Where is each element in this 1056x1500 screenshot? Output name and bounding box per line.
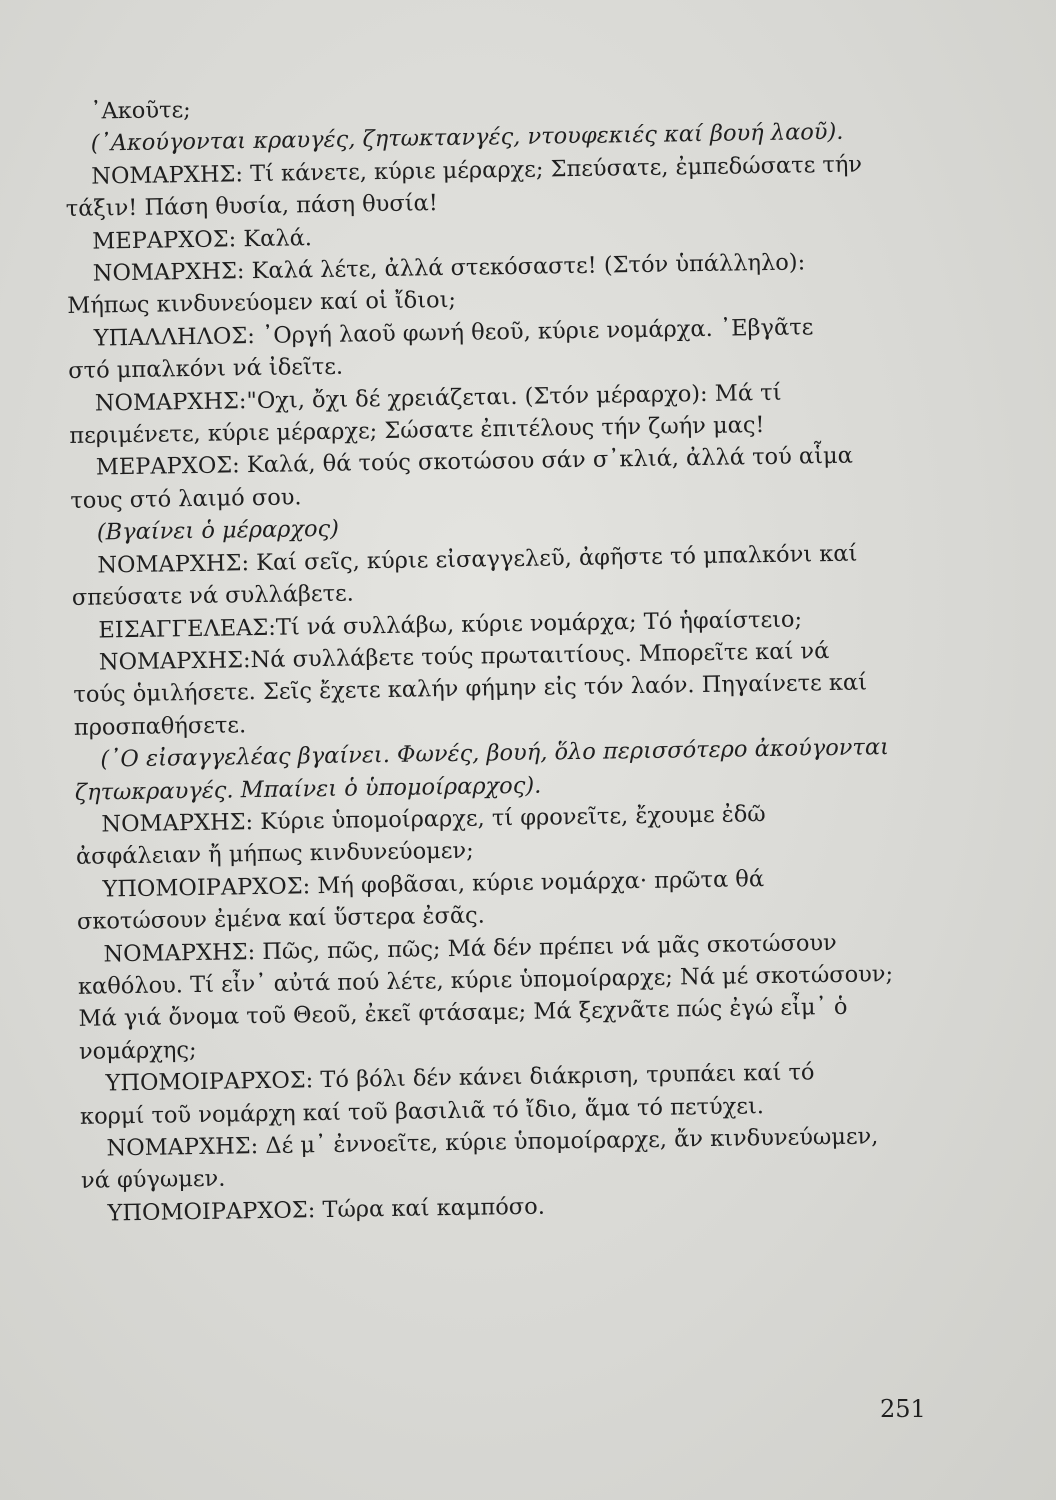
text-line: ΥΠΑΛΛΗΛΟΣ: ᾿Οργή λαοῦ φωνή θεοῦ, κύριε νομάρχα. ᾿Εβγᾶτε [93,314,814,352]
page-number: 251 [880,1395,926,1423]
text-line: ΕΙΣΑΓΓΕΛΕΑΣ:Τί νά συλλάβω, κύριε νομάρχα; Τό ἡφαίστειο; [98,605,803,644]
text-line: ΝΟΜΑΡΧΗΣ: Καλά λέτε, ἀλλά στεκόσαστε! (Στόν ὑπάλληλο): [92,249,806,287]
text-line: Μήπως κινδυνεύομεν καί οἱ ἴδιοι; [67,287,457,320]
text-line: τους στό λαιμό σου. [70,484,302,514]
text-line: ΝΟΜΑΡΧΗΣ: Τί κάνετε, κύριε μέραρχε; Σπεύσατε, ἐμπεδώσατε τήν [91,151,863,190]
text-line: ΥΠΟΜΟΙΡΑΡΧΟΣ: Τώρα καί καμπόσο. [107,1193,546,1227]
text-line: ΝΟΜΑΡΧΗΣ: Δέ μ᾿ ἐννοεῖτε, κύριε ὑπομοίραρχε, ἄν κινδυνεύωμεν, [106,1123,879,1162]
text-line: σκοτώσουν ἐμένα καί ὕστερα ἐσᾶς. [76,902,486,936]
text-line: ΝΟΜΑΡΧΗΣ: Καί σεῖς, κύριε εἰσαγγελεῦ, ἀφῆστε τό μπαλκόνι καί [97,540,858,579]
text-line: σπεύσατε νά συλλάβετε. [71,580,355,612]
stage-direction: ζητωκραυγές. Μπαίνει ὁ ὑπομοίραρχος). [74,772,542,806]
text-line: ΝΟΜΑΡΧΗΣ:Νά συλλάβετε τούς πρωταιτίους. Μπορεῖτε καί νά [98,637,830,676]
play-text [64,83,932,1230]
text-line: ΝΟΜΑΡΧΗΣ: Πῶς, πῶς, πῶς; Μά δέν πρέπει νά μᾶς σκοτώσουν [103,929,837,968]
stage-direction: (᾿Ακούγονται κραυγές, ζητωκτανγές, ντουφεκιές καί βουή λαοῦ). [90,119,844,157]
text-line: τούς ὁμιλήσετε. Σεῖς ἔχετε καλήν φήμην εἰς τόν λαόν. Πηγαίνετε καί [73,669,868,709]
text-line: ἀσφάλειαν ἤ μήπως κινδυνεύομεν; [75,838,474,871]
stage-direction: (Βγαίνει ὁ μέραρχος) [96,516,340,546]
text-line: τάξιν! Πάση θυσία, πάση θυσία! [65,190,438,223]
text-line: νά φύγωμεν. [80,1166,226,1195]
text-line: νομάρχης; [78,1036,197,1065]
text-line: περιμένετε, κύριε μέραρχε; Σώσατε ἐπιτέλους τήν ζωήν μας! [69,412,765,450]
stage-direction: (᾿Ο εἰσαγγελέας βγαίνει. Φωνές, βουή, ὅλο περισσότερο ἀκούγονται [100,734,890,773]
text-line: προσπαθήσετε. [73,711,247,741]
text-line: ᾿Ακοῦτε; [90,97,191,125]
text-line: ΝΟΜΑΡΧΗΣ:"Οχι, ὄχι δέ χρειάζεται. (Στόν μέραρχο): Μά τί [94,379,782,417]
text-line: Μά γιά ὄνομα τοῦ Θεοῦ, ἐκεῖ φτάσαμε; Μά ξεχνᾶτε πώς ἐγώ εἶμ᾿ ὁ [78,994,848,1033]
text-line: καθόλου. Τί εἶν᾿ αὐτά πού λέτε, κύριε ὑπομοίραρχε; Νά μέ σκοτώσουν; [77,961,894,1000]
text-line: ΥΠΟΜΟΙΡΑΡΧΟΣ: Τό βόλι δέν κάνει διάκριση, τρυπάει καί τό [105,1059,815,1097]
text-line: ΥΠΟΜΟΙΡΑΡΧΟΣ: Μή φοβᾶσαι, κύριε νομάρχα· πρῶτα θά [102,865,765,903]
text-line: κορμί τοῦ νομάρχη καί τοῦ βασιλιᾶ τό ἴδιο, ἅμα τό πετύχει. [79,1092,765,1130]
text-line: ΜΕΡΑΡΧΟΣ: Καλά. [92,224,313,255]
text-line: στό μπαλκόνι νά ἰδεῖτε. [68,353,344,385]
text-line: ΝΟΜΑΡΧΗΣ: Κύριε ὑπομοίραρχε, τί φρονεῖτε, ἔχουμε ἐδῶ [101,801,766,838]
text-line: ΜΕΡΑΡΧΟΣ: Καλά, θά τούς σκοτώσου σάν σ᾿κλιά, ἀλλά τού αἷμα [95,443,853,482]
